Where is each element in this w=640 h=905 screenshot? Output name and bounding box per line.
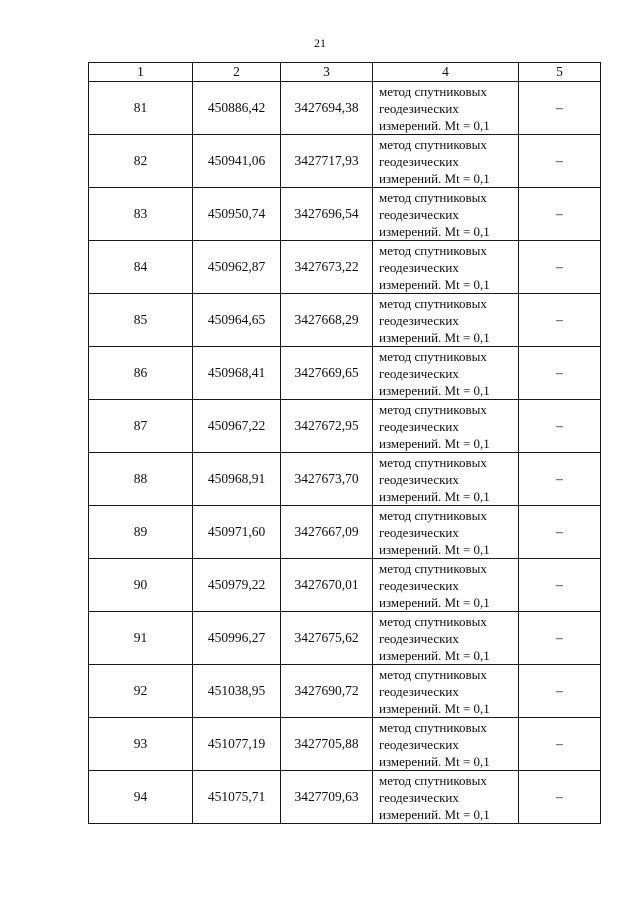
method-text-line: геодезических bbox=[379, 365, 459, 381]
method-text-line: измерений. Mt = 0,1 bbox=[379, 541, 490, 557]
point-number-cell: 81 bbox=[89, 82, 193, 135]
x-coordinate-cell: 450941,06 bbox=[193, 135, 281, 188]
column-header-2: 2 bbox=[193, 63, 281, 82]
x-coordinate-cell: 450950,74 bbox=[193, 188, 281, 241]
method-text-line: геодезических bbox=[379, 577, 459, 593]
table-row bbox=[89, 294, 601, 347]
point-number-cell: 85 bbox=[89, 294, 193, 347]
method-text-line: геодезических bbox=[379, 524, 459, 540]
table-row bbox=[89, 665, 601, 718]
column-header-5: 5 bbox=[519, 63, 601, 82]
note-cell: – bbox=[519, 665, 601, 718]
table-body bbox=[89, 82, 601, 824]
method-cell bbox=[373, 559, 519, 612]
y-coordinate-cell: 3427668,29 bbox=[281, 294, 373, 347]
note-cell: – bbox=[519, 612, 601, 665]
method-text-line: геодезических bbox=[379, 312, 459, 328]
point-number-cell: 90 bbox=[89, 559, 193, 612]
method-cell bbox=[373, 400, 519, 453]
method-text-line: измерений. Mt = 0,1 bbox=[379, 435, 490, 451]
x-coordinate-cell: 451038,95 bbox=[193, 665, 281, 718]
point-number-cell: 82 bbox=[89, 135, 193, 188]
x-coordinate-cell: 450971,60 bbox=[193, 506, 281, 559]
method-cell bbox=[373, 82, 519, 135]
note-cell: – bbox=[519, 188, 601, 241]
y-coordinate-cell: 3427705,88 bbox=[281, 718, 373, 771]
table-row bbox=[89, 612, 601, 665]
y-coordinate-cell: 3427696,54 bbox=[281, 188, 373, 241]
method-text-line: измерений. Mt = 0,1 bbox=[379, 170, 490, 186]
method-text-line: измерений. Mt = 0,1 bbox=[379, 117, 490, 133]
point-number-cell: 91 bbox=[89, 612, 193, 665]
note-cell: – bbox=[519, 771, 601, 824]
method-text-line: геодезических bbox=[379, 153, 459, 169]
note-cell: – bbox=[519, 135, 601, 188]
y-coordinate-cell: 3427670,01 bbox=[281, 559, 373, 612]
method-text-line: измерений. Mt = 0,1 bbox=[379, 753, 490, 769]
method-text-line: метод спутниковых bbox=[379, 719, 487, 735]
y-coordinate-cell: 3427709,63 bbox=[281, 771, 373, 824]
y-coordinate-cell: 3427690,72 bbox=[281, 665, 373, 718]
method-text-line: измерений. Mt = 0,1 bbox=[379, 806, 490, 822]
page-number: 21 bbox=[314, 36, 326, 50]
x-coordinate-cell: 450996,27 bbox=[193, 612, 281, 665]
note-cell: – bbox=[519, 294, 601, 347]
method-text-line: метод спутниковых bbox=[379, 613, 487, 629]
method-cell bbox=[373, 241, 519, 294]
y-coordinate-cell: 3427673,70 bbox=[281, 453, 373, 506]
y-coordinate-cell: 3427675,62 bbox=[281, 612, 373, 665]
method-cell bbox=[373, 135, 519, 188]
point-number-cell: 84 bbox=[89, 241, 193, 294]
point-number-cell: 89 bbox=[89, 506, 193, 559]
x-coordinate-cell: 450886,42 bbox=[193, 82, 281, 135]
method-text-line: измерений. Mt = 0,1 bbox=[379, 700, 490, 716]
x-coordinate-cell: 450968,41 bbox=[193, 347, 281, 400]
method-text-line: измерений. Mt = 0,1 bbox=[379, 488, 490, 504]
table-row bbox=[89, 135, 601, 188]
table-row bbox=[89, 241, 601, 294]
method-text-line: метод спутниковых bbox=[379, 189, 487, 205]
method-text-line: метод спутниковых bbox=[379, 242, 487, 258]
x-coordinate-cell: 450979,22 bbox=[193, 559, 281, 612]
table-row bbox=[89, 82, 601, 135]
method-text-line: метод спутниковых bbox=[379, 83, 487, 99]
table-header-row bbox=[89, 63, 601, 82]
note-cell: – bbox=[519, 82, 601, 135]
method-text-line: геодезических bbox=[379, 471, 459, 487]
point-number-cell: 94 bbox=[89, 771, 193, 824]
method-text-line: геодезических bbox=[379, 736, 459, 752]
x-coordinate-cell: 450968,91 bbox=[193, 453, 281, 506]
method-text-line: геодезических bbox=[379, 418, 459, 434]
table-row bbox=[89, 771, 601, 824]
method-cell bbox=[373, 612, 519, 665]
method-text-line: геодезических bbox=[379, 683, 459, 699]
note-cell: – bbox=[519, 241, 601, 294]
table-row bbox=[89, 718, 601, 771]
method-text-line: измерений. Mt = 0,1 bbox=[379, 223, 490, 239]
method-text-line: метод спутниковых bbox=[379, 348, 487, 364]
method-text-line: геодезических bbox=[379, 789, 459, 805]
x-coordinate-cell: 450964,65 bbox=[193, 294, 281, 347]
note-cell: – bbox=[519, 718, 601, 771]
method-text-line: геодезических bbox=[379, 259, 459, 275]
method-text-line: метод спутниковых bbox=[379, 772, 487, 788]
table-row bbox=[89, 453, 601, 506]
method-cell bbox=[373, 188, 519, 241]
method-cell bbox=[373, 453, 519, 506]
point-number-cell: 93 bbox=[89, 718, 193, 771]
y-coordinate-cell: 3427694,38 bbox=[281, 82, 373, 135]
x-coordinate-cell: 451075,71 bbox=[193, 771, 281, 824]
method-text-line: метод спутниковых bbox=[379, 295, 487, 311]
y-coordinate-cell: 3427667,09 bbox=[281, 506, 373, 559]
method-cell bbox=[373, 506, 519, 559]
note-cell: – bbox=[519, 347, 601, 400]
note-cell: – bbox=[519, 400, 601, 453]
method-cell bbox=[373, 665, 519, 718]
method-text-line: метод спутниковых bbox=[379, 401, 487, 417]
y-coordinate-cell: 3427672,95 bbox=[281, 400, 373, 453]
method-text-line: измерений. Mt = 0,1 bbox=[379, 382, 490, 398]
note-cell: – bbox=[519, 506, 601, 559]
column-header-3: 3 bbox=[281, 63, 373, 82]
method-text-line: измерений. Mt = 0,1 bbox=[379, 594, 490, 610]
method-text-line: метод спутниковых bbox=[379, 454, 487, 470]
method-text-line: метод спутниковых bbox=[379, 507, 487, 523]
point-number-cell: 88 bbox=[89, 453, 193, 506]
column-header-1: 1 bbox=[89, 63, 193, 82]
method-cell bbox=[373, 718, 519, 771]
method-text-line: измерений. Mt = 0,1 bbox=[379, 329, 490, 345]
method-text-line: метод спутниковых bbox=[379, 136, 487, 152]
method-cell bbox=[373, 771, 519, 824]
method-cell bbox=[373, 294, 519, 347]
method-text-line: геодезических bbox=[379, 100, 459, 116]
point-number-cell: 87 bbox=[89, 400, 193, 453]
method-cell bbox=[373, 347, 519, 400]
table-row bbox=[89, 506, 601, 559]
x-coordinate-cell: 450962,87 bbox=[193, 241, 281, 294]
x-coordinate-cell: 450967,22 bbox=[193, 400, 281, 453]
y-coordinate-cell: 3427673,22 bbox=[281, 241, 373, 294]
method-text-line: метод спутниковых bbox=[379, 666, 487, 682]
table-row bbox=[89, 347, 601, 400]
y-coordinate-cell: 3427669,65 bbox=[281, 347, 373, 400]
note-cell: – bbox=[519, 453, 601, 506]
y-coordinate-cell: 3427717,93 bbox=[281, 135, 373, 188]
method-text-line: геодезических bbox=[379, 206, 459, 222]
note-cell: – bbox=[519, 559, 601, 612]
column-header-4: 4 bbox=[373, 63, 519, 82]
point-number-cell: 92 bbox=[89, 665, 193, 718]
point-number-cell: 86 bbox=[89, 347, 193, 400]
point-number-cell: 83 bbox=[89, 188, 193, 241]
table-row bbox=[89, 188, 601, 241]
method-text-line: геодезических bbox=[379, 630, 459, 646]
table-row bbox=[89, 400, 601, 453]
x-coordinate-cell: 451077,19 bbox=[193, 718, 281, 771]
method-text-line: измерений. Mt = 0,1 bbox=[379, 647, 490, 663]
coordinates-table bbox=[88, 62, 601, 824]
method-text-line: метод спутниковых bbox=[379, 560, 487, 576]
method-text-line: измерений. Mt = 0,1 bbox=[379, 276, 490, 292]
table-row bbox=[89, 559, 601, 612]
